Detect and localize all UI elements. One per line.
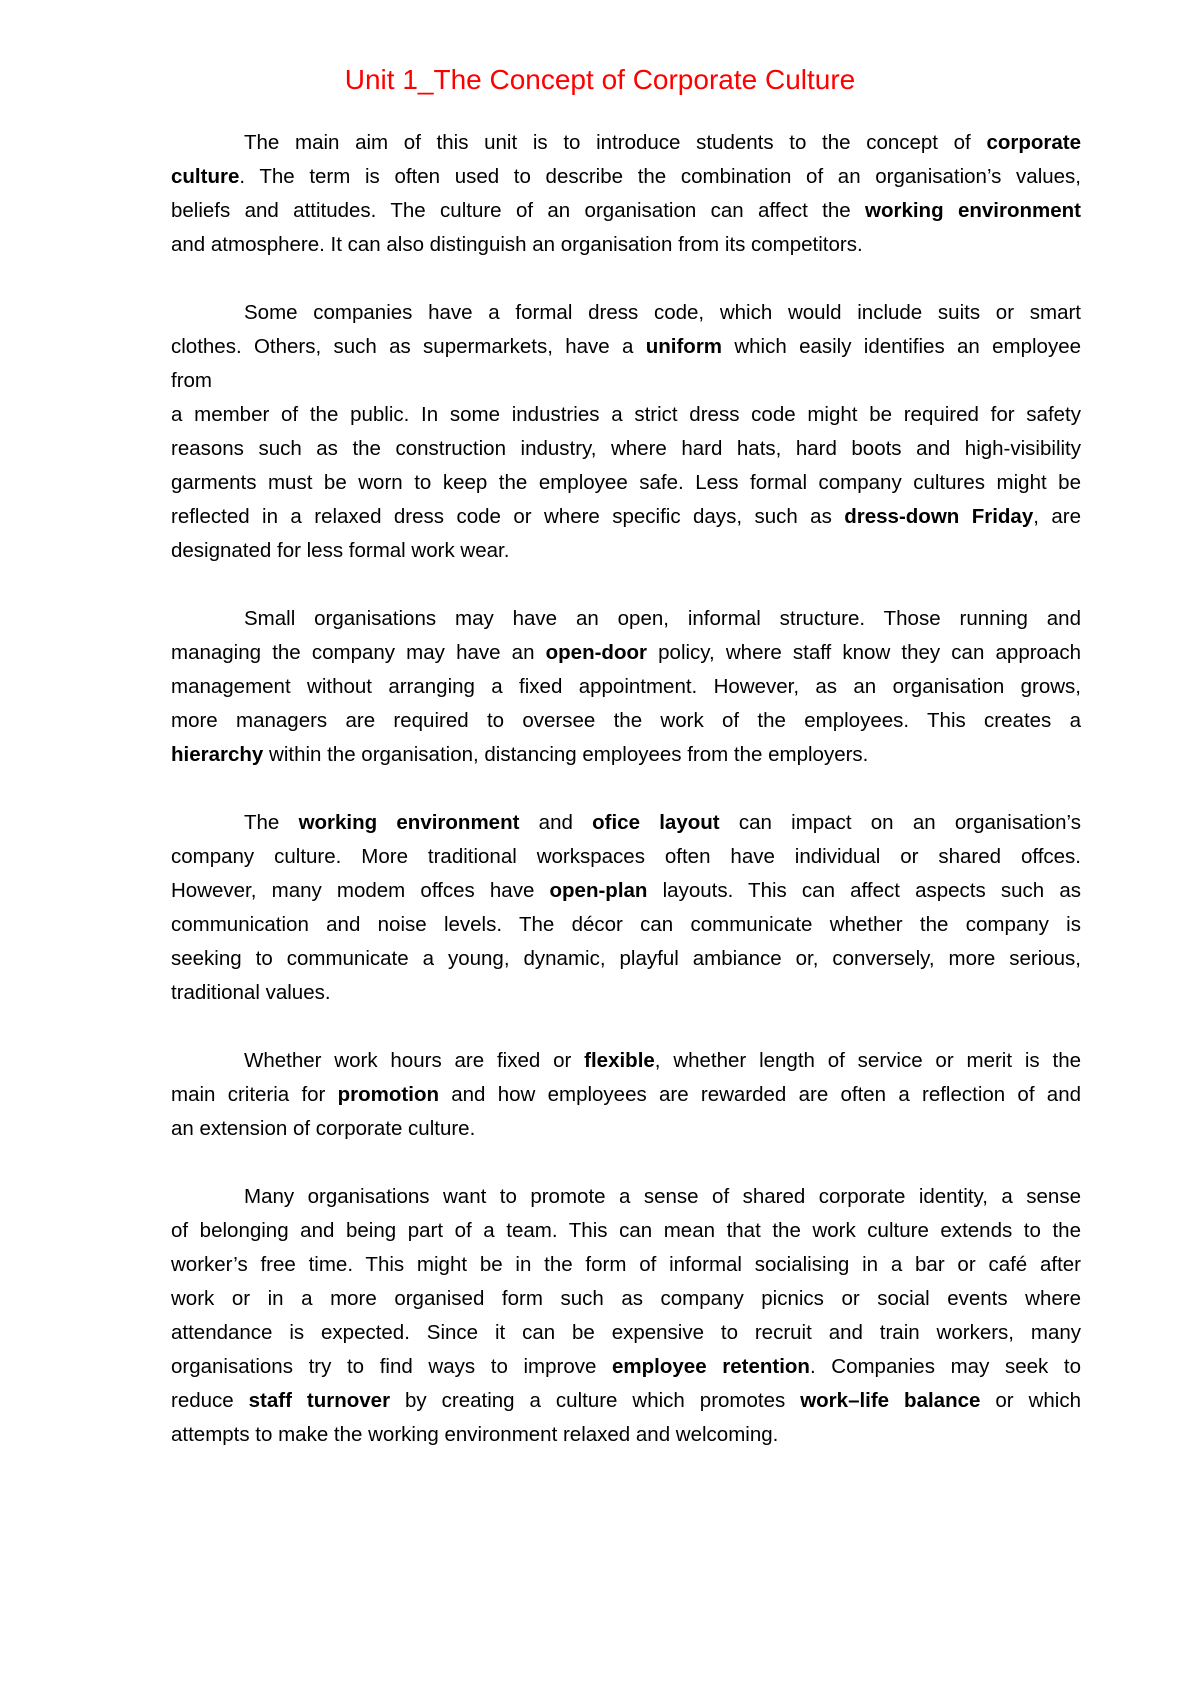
text-line (171, 1418, 1081, 1452)
text-line (171, 330, 1081, 364)
paragraph-1 (171, 126, 1081, 262)
text-line (171, 908, 1081, 942)
text-line (171, 840, 1081, 874)
text-run: The (244, 811, 299, 834)
text-run: of belonging and being part of a team. This can mean that the work culture extends to the (171, 1219, 1081, 1242)
text-run: managing the company may have an (171, 641, 546, 664)
keyword-hierarchy: hierarchy (171, 743, 264, 766)
text-line (171, 1112, 1081, 1146)
paragraph-5 (171, 806, 1081, 1010)
text-line (171, 976, 1081, 1010)
text-run: , whether length of service or merit is the (654, 1049, 1081, 1072)
text-line (171, 500, 1081, 534)
text-line (171, 296, 1081, 330)
text-line (171, 1214, 1081, 1248)
text-line (171, 1044, 1081, 1078)
text-line (171, 126, 1081, 160)
text-run: Some companies have a formal dress code, which would include suits or smart (244, 301, 1081, 324)
text-run: seeking to communicate a young, dynamic, playful ambiance or, conversely, more serious, (171, 947, 1081, 970)
keyword-flexible: flexible (584, 1049, 655, 1072)
text-line (171, 534, 1081, 568)
text-run: organisations try to find ways to improve (171, 1355, 613, 1378)
text-line (171, 228, 1081, 262)
text-line (171, 602, 1081, 636)
text-run: beliefs and attitudes. The culture of an organisation can affect the (171, 199, 866, 222)
text-line (171, 704, 1081, 738)
keyword-uniform: uniform (645, 335, 723, 358)
text-line (171, 636, 1081, 670)
text-run: . The term is often used to describe the combination of an organisation’s values, (239, 165, 1081, 188)
text-run: However, many modem offces have (171, 879, 550, 902)
keyword-culture: culture (171, 165, 240, 188)
text-run: and atmosphere. It can also distinguish an organisation from its competitors. (171, 233, 863, 256)
keyword-open-door: open-door (545, 641, 647, 664)
text-run: main criteria for (171, 1083, 338, 1106)
text-line (171, 398, 1081, 432)
text-run: from (171, 369, 212, 392)
text-run: Whether work hours are fixed or (244, 1049, 585, 1072)
text-run: communication and noise levels. The décor can communicate whether the company is (171, 913, 1081, 936)
text-run: and (519, 811, 593, 834)
text-run: attempts to make the working environment relaxed and welcoming. (171, 1423, 779, 1446)
paragraph-2 (171, 296, 1081, 398)
text-run: can impact on an organisation’s (719, 811, 1081, 834)
keyword-staff-turnover: staff turnover (248, 1389, 391, 1412)
keyword-work-life-balance: work–life balance (800, 1389, 981, 1412)
keyword-open-plan: open-plan (549, 879, 648, 902)
text-line (171, 874, 1081, 908)
text-run: a member of the public. In some industries a strict dress code might be required for safety (171, 403, 1081, 426)
text-run: reflected in a relaxed dress code or where specific days, such as (171, 505, 845, 528)
document-body (171, 126, 1081, 1486)
text-line (171, 1180, 1081, 1214)
text-run: management without arranging a fixed appointment. However, as an organisation grows, (171, 675, 1081, 698)
text-line (171, 194, 1081, 228)
text-line (171, 1384, 1081, 1418)
text-run: work or in a more organised form such as company picnics or social events where (171, 1287, 1081, 1310)
text-run: or which (980, 1389, 1081, 1412)
text-line (171, 942, 1081, 976)
text-run: Many organisations want to promote a sense of shared corporate identity, a sense (244, 1185, 1081, 1208)
text-line (171, 1350, 1081, 1384)
text-line (171, 1078, 1081, 1112)
text-run: designated for less formal work wear. (171, 539, 510, 562)
text-run: clothes. Others, such as supermarkets, have a (171, 335, 646, 358)
text-line (171, 466, 1081, 500)
page-title: Unit 1_The Concept of Corporate Culture (344, 64, 856, 95)
paragraph-3 (171, 398, 1081, 568)
text-line (171, 1282, 1081, 1316)
text-run: layouts. This can affect aspects such as (647, 879, 1081, 902)
text-run: reasons such as the construction industry, where hard hats, hard boots and high-visibility (171, 437, 1081, 460)
text-run: company culture. More traditional workspaces often have individual or shared offces. (171, 845, 1081, 868)
text-line (171, 160, 1081, 194)
text-run: policy, where staff know they can approach (646, 641, 1082, 664)
text-line (171, 432, 1081, 466)
text-run: , are (1033, 505, 1081, 528)
text-run: garments must be worn to keep the employee safe. Less formal company cultures might be (171, 471, 1081, 494)
text-run: reduce (171, 1389, 249, 1412)
text-run: traditional values. (171, 981, 331, 1004)
keyword-office-layout: ofice layout (592, 811, 720, 834)
keyword-working-environment: working environment (865, 199, 1081, 222)
text-run: . Companies may seek to (809, 1355, 1081, 1378)
keyword-employee-retention: employee retention (612, 1355, 810, 1378)
text-run: and how employees are rewarded are often a reflection of and (439, 1083, 1081, 1106)
paragraph-6 (171, 1044, 1081, 1146)
text-line (171, 1248, 1081, 1282)
text-run: an extension of corporate culture. (171, 1117, 476, 1140)
text-run: by creating a culture which promotes (390, 1389, 801, 1412)
text-run: worker’s free time. This might be in the form of informal socialising in a bar or café after (171, 1253, 1081, 1276)
text-line (171, 738, 1081, 772)
keyword-promotion: promotion (337, 1083, 439, 1106)
text-line (171, 364, 1081, 398)
text-line (171, 806, 1081, 840)
paragraph-4 (171, 602, 1081, 772)
text-run: within the organisation, distancing employees from the employers. (263, 743, 869, 766)
text-run: more managers are required to oversee the work of the employees. This creates a (171, 709, 1081, 732)
text-run: which easily identifies an employee (722, 335, 1082, 358)
text-line (171, 670, 1081, 704)
text-line (171, 1316, 1081, 1350)
keyword-working-environment: working environment (298, 811, 520, 834)
text-run: attendance is expected. Since it can be expensive to recruit and train workers, many (171, 1321, 1081, 1344)
text-run: Small organisations may have an open, informal structure. Those running and (244, 607, 1081, 630)
keyword-dress-down-friday: dress-down Friday (844, 505, 1034, 528)
keyword-corporate: corporate (986, 131, 1081, 154)
text-run: The main aim of this unit is to introduce students to the concept of (244, 131, 987, 154)
paragraph-7 (171, 1180, 1081, 1452)
